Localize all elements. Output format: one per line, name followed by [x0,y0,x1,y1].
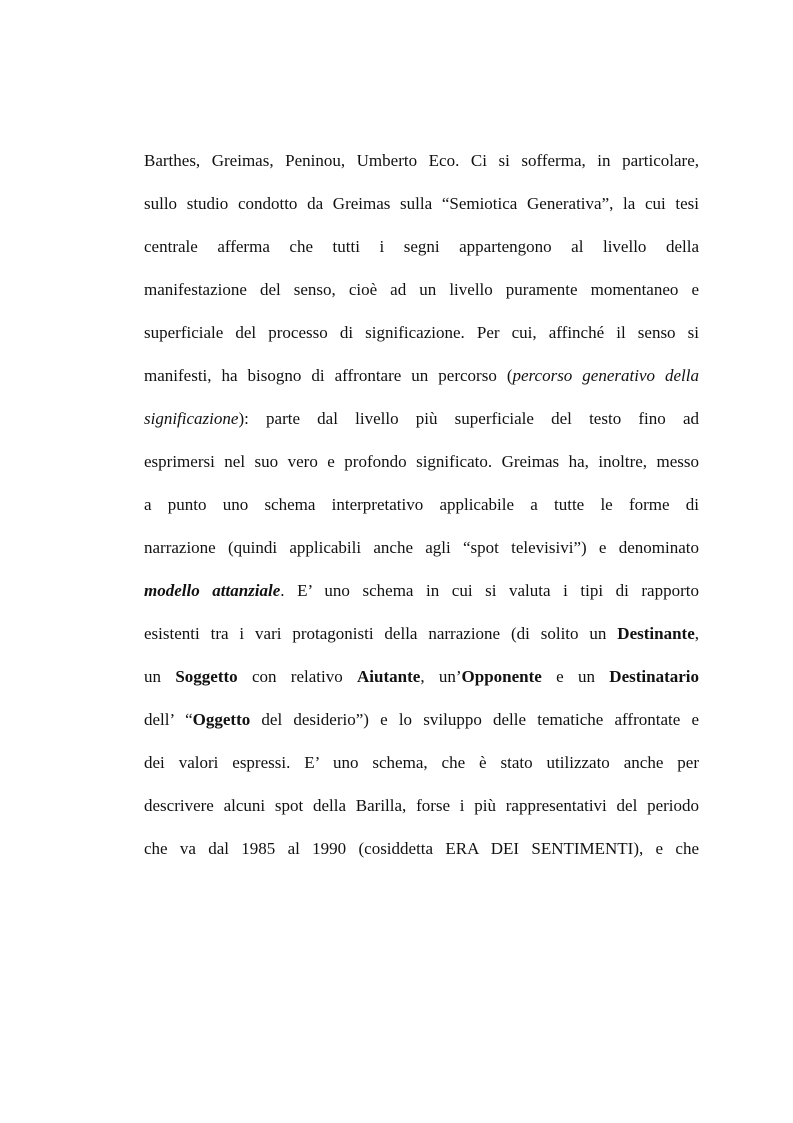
italic-term: significazione [144,409,239,428]
text-line: sullo studio condotto da Greimas sulla “Semiotica Generativa”, la cui tesi [144,194,699,213]
text-line: esprimersi nel suo vero e profondo significato. Greimas ha, inoltre, messo [144,452,699,471]
bold-term: Destinatario [609,667,700,686]
text-line: manifesti, ha bisogno di affrontare un percorso (percorso generativo della [144,366,699,385]
bold-term: Destinante [617,624,695,643]
bold-term: Soggetto [175,667,238,686]
text-line: esistenti tra i vari protagonisti della narrazione (di solito un Destinante, [144,624,699,643]
text-line: manifestazione del senso, cioè ad un livello puramente momentaneo e [144,280,699,299]
text-line: superficiale del processo di significazione. Per cui, affinché il senso si [144,323,699,342]
text-line: significazione): parte dal livello più superficiale del testo fino ad [144,409,699,428]
text-line: Barthes, Greimas, Peninou, Umberto Eco. Ci si sofferma, in particolare, [144,151,699,170]
text-line: centrale afferma che tutti i segni appartengono al livello della [144,237,699,256]
bold-term: Opponente [461,667,542,686]
text-line: a punto uno schema interpretativo applicabile a tutte le forme di [144,495,699,514]
text-line: modello attanziale. E’ uno schema in cui si valuta i tipi di rapporto [144,581,699,600]
bold-term: Oggetto [192,710,251,729]
text-line: narrazione (quindi applicabili anche agli “spot televisivi”) e denominato [144,538,699,557]
italic-term: percorso generativo della [512,366,699,385]
text-line: dei valori espressi. E’ uno schema, che è stato utilizzato anche per [144,753,699,772]
text-line: che va dal 1985 al 1990 (cosiddetta ERA DEI SENTIMENTI), e che [144,839,699,858]
bold-term: Aiutante [357,667,421,686]
text-line: dell’ “Oggetto del desiderio”) e lo sviluppo delle tematiche affrontate e [144,710,699,729]
text-line: descrivere alcuni spot della Barilla, forse i più rappresentativi del periodo [144,796,699,815]
bold-italic-term: modello attanziale [144,581,281,600]
body-paragraph [144,146,699,877]
text-line: un Soggetto con relativo Aiutante, un’Opponente e un Destinatario [144,667,700,686]
